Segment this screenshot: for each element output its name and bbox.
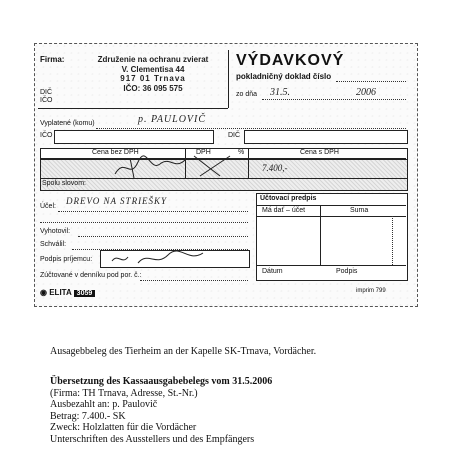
ucel-line — [58, 211, 248, 212]
vyhotovil-label: Vyhotovil: — [40, 228, 71, 235]
date-value: 31.5. — [270, 87, 290, 98]
stamp-line: V. Clementisa 44 — [121, 64, 185, 74]
podpis-label: Podpis — [336, 268, 358, 275]
prijemca-label: Podpis príjemcu: — [40, 256, 93, 263]
translation-line: Betrag: 7.400.- SK — [50, 410, 126, 422]
translation-line: (Firma: TH Trnava, Adresse, St.-Nr.) — [50, 387, 198, 399]
year-value: 2006 — [356, 87, 376, 98]
zuctovane-line — [140, 280, 248, 281]
col-s-dph: Cena s DPH — [300, 149, 339, 156]
ico2-label: IČO — [40, 132, 53, 139]
date-line — [262, 99, 406, 100]
caption: Ausagebbeleg des Tierheim an der Kapelle SK-Trnava, Vordächer. — [50, 346, 317, 357]
logo-number: 3059 — [74, 290, 96, 297]
translation-line: Ausbezahlt an: p. Paulovič — [50, 399, 158, 410]
ucel-value: DREVO NA STRIEŠKY — [66, 196, 168, 206]
payee-label: Vyplatené (komu) — [40, 120, 95, 127]
ico-field — [54, 130, 214, 144]
ucel-label: Účel: — [40, 203, 56, 210]
uctovaci-label: Účtovací predpis — [260, 195, 317, 202]
accounting-divider — [256, 216, 406, 217]
accounting-divider — [256, 265, 406, 266]
ma-dat-label: Má dať – účet — [262, 207, 306, 214]
ucel-line-2 — [40, 222, 248, 223]
document-subtitle: pokladničný doklad číslo — [236, 72, 332, 81]
col-bez-dph: Cena bez DPH — [92, 149, 139, 156]
accounting-col-divider — [320, 205, 321, 265]
payee-value: p. PAULOVIČ — [138, 114, 207, 125]
col-pct: % — [238, 149, 245, 156]
col-dph: DPH — [196, 149, 211, 156]
ico-label: IČO — [40, 97, 53, 104]
company-stamp — [78, 55, 228, 93]
zuctovane-label: Zúčtované v denníku pod por. č.: — [40, 272, 142, 279]
dic-field — [244, 130, 408, 144]
logo-text: ELITA — [49, 288, 72, 297]
imprim-mark: imprim 799 — [356, 288, 386, 294]
translation-block — [50, 376, 272, 445]
suma-label: Suma — [350, 207, 369, 214]
vyhotovil-line — [78, 236, 248, 237]
amount-col-divider — [248, 159, 249, 178]
spolu-row — [40, 178, 408, 191]
document-title: VÝDAVKOVÝ — [236, 52, 345, 69]
translation-title: Übersetzung des Kassaausgabebelegs vom 31.5.2006 — [50, 376, 273, 387]
elita-logo — [40, 288, 95, 297]
accounting-divider — [256, 205, 406, 206]
stamp-line: IČO: 36 095 575 — [123, 83, 183, 93]
translation-line: Zweck: Holzlatten für die Vordächer — [50, 422, 197, 433]
header-divider — [38, 108, 228, 109]
translation-line: Unterschriften des Ausstellers und des Empfängers — [50, 433, 255, 445]
schvalil-label: Schválil: — [40, 241, 67, 248]
payee-line — [96, 128, 406, 129]
datum-label: Dátum — [262, 268, 283, 275]
stamp-line: Združenie na ochranu zvierat — [97, 55, 209, 64]
amount-value: 7.400,- — [262, 163, 288, 173]
signature-scribble-2 — [190, 152, 240, 180]
accounting-col-divider — [392, 216, 393, 265]
spolu-label: Spolu slovom: — [42, 180, 86, 187]
date-label: zo dňa — [236, 91, 258, 98]
stamp-line: 917 01 Trnava — [120, 74, 186, 83]
logo-mark-icon: ◉ — [40, 288, 47, 297]
dic-label: DIČ — [40, 89, 53, 96]
header-vdivider — [228, 50, 229, 108]
recipient-signature — [108, 249, 208, 269]
firma-label: Firma: — [40, 55, 65, 64]
number-line — [336, 81, 406, 82]
dic2-label: DIČ — [228, 132, 241, 139]
